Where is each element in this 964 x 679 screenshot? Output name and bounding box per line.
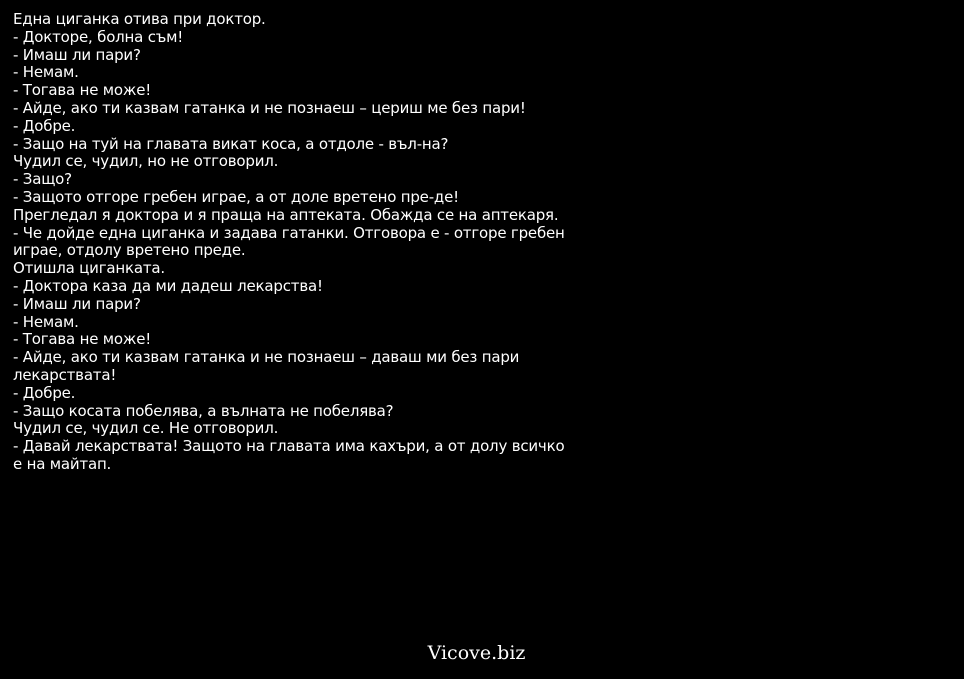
joke-line: - Тогава не може! [13,81,152,100]
joke-line: Чудил се, чудил, но не отговорил. [13,152,279,171]
joke-line: - Айде, ако ти казвам гатанка и не познаеш – цериш ме без пари! [13,98,526,117]
joke-line: - Защо косата побелява, а вълната не побелява? [13,401,394,420]
joke-line: - Имаш ли пари? [13,45,141,64]
joke-line: - Докторе, болна съм! [13,27,184,46]
joke-line: - Че дойде една циганка и задава гатанки. Отговора е - отгоре гребен играе, отдолу вретено преде. [13,223,565,260]
joke-line: - Добре. [13,116,76,135]
site-watermark: Vicove.biz [427,642,526,664]
joke-line: - Айде, ако ти казвам гатанка и не познаеш – даваш ми без пари лекарствата! [13,348,520,384]
joke-line: Отишла циганката. [13,259,165,278]
joke-line: - Защо? [13,170,72,189]
joke-line: - Немам. [13,312,79,331]
joke-line: Прегледал я доктора и я праща на аптеката. Обажда се на аптекаря. [13,205,559,224]
joke-line: - Тогава не може! [13,330,152,349]
joke-line: Чудил се, чудил се. Не отговорил. [13,419,279,438]
joke-text [13,11,573,474]
joke-line: - Добре. [13,383,76,402]
joke-line: Една циганка отива при доктор. [13,10,266,28]
joke-line: - Защото отгоре гребен играе, а от доле вретено пре-де! [13,187,459,206]
joke-line: - Доктора каза да ми дадеш лекарства! [13,276,323,295]
joke-line: - Имаш ли пари? [13,294,141,313]
joke-line: - Защо на туй на главата викат коса, а отдоле - въл-на? [13,134,449,153]
joke-line: - Немам. [13,63,79,82]
joke-line: - Давай лекарствата! Защото на главата има кахъри, а от долу всичко е на майтап. [13,437,565,473]
